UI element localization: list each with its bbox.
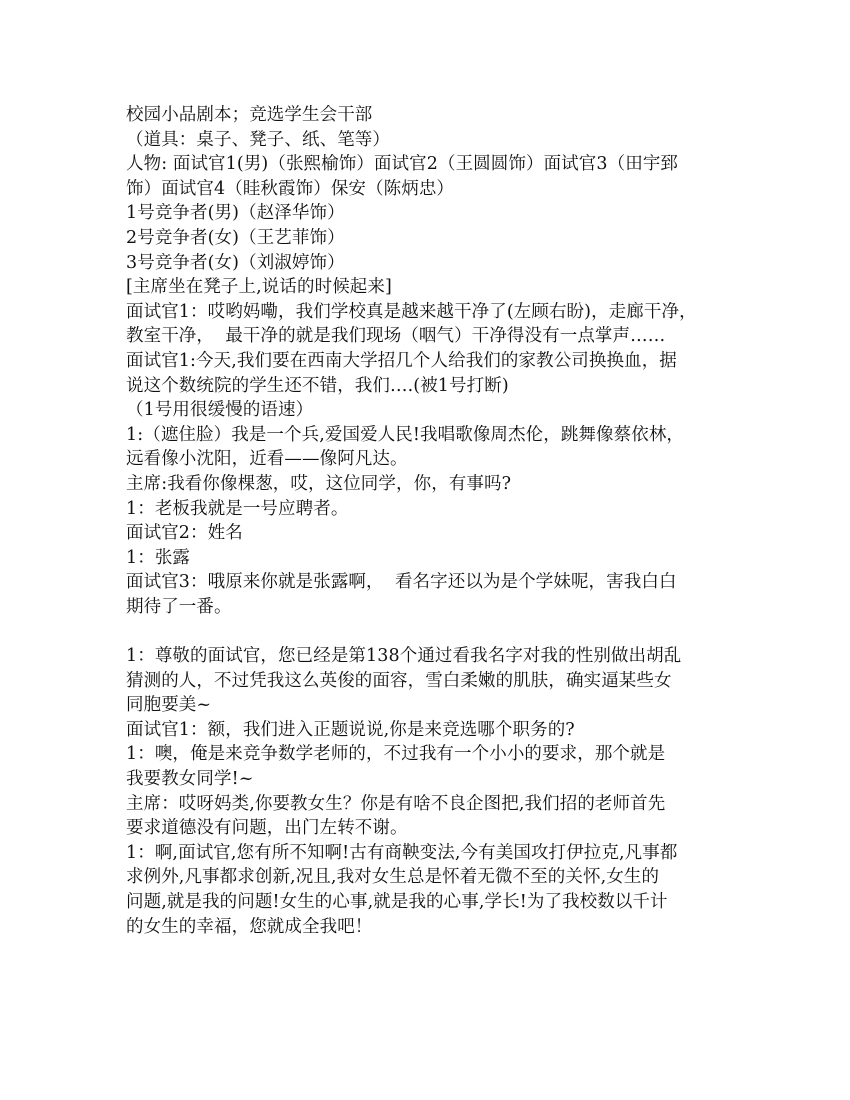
dialogue-line: 问题,就是我的问题!女生的心事,就是我的心事,学长!为了我校数以千计 — [126, 892, 668, 912]
dialogue-line: 同胞要美~ — [126, 695, 212, 716]
dialogue-line: 1:（遮住脸）我是一个兵,爱国爱人民!我唱歌像周杰伦，跳舞像蔡依林， — [126, 424, 685, 445]
dialogue-line: 1：啊,面试官,您有所不知啊!古有商鞅变法,今有美国攻打伊拉克,凡事都 — [126, 842, 678, 863]
dialogue-line: 要求道德没有问题，出门左转不谢。 — [126, 818, 408, 839]
dialogue-line: 远看像小沈阳，近看——像阿凡达。 — [126, 449, 408, 470]
dialogue-line: 1：尊敬的面试官，您已经是第138个通过看我名字对我的性别做出胡乱 — [126, 646, 682, 667]
dialogue-line: 1：噢，俺是来竞争数学老师的，不过我有一个小小的要求，那个就是 — [126, 744, 666, 765]
dialogue-line: 的女生的幸福，您就成全我吧！ — [126, 916, 373, 937]
dialogue-line: 求例外,凡事都求创新,况且,我对女生总是怀着无微不至的关怀,女生的 — [126, 867, 660, 888]
blank-line — [126, 619, 731, 644]
cast-line: 饰）面试官4（眭秋霞饰）保安（陈炳忠） — [126, 178, 455, 199]
contestant-line: 3号竞争者(女)（刘淑婷饰） — [126, 252, 345, 273]
dialogue-line: 说这个数统院的学生还不错，我们….(被1号打断) — [126, 375, 509, 396]
props-line: （道具：桌子、凳子、纸、笔等） — [126, 129, 390, 150]
stage-direction: （1号用很缓慢的语速） — [126, 400, 314, 421]
dialogue-line: 猜测的人，不过凭我这么英俊的面容，雪白柔嫩的肌肤，确实逼某些女 — [126, 670, 672, 691]
stage-direction: [主席坐在凳子上,说话的时候起来] — [126, 277, 392, 298]
title-line: 校园小品剧本；竞选学生会干部 — [126, 105, 373, 125]
dialogue-line: 面试官3：哦原来你就是张露啊， 看名字还以为是个学妹呢，害我白白 — [126, 572, 677, 593]
dialogue-line: 面试官1：额，我们进入正题说说,你是来竞选哪个职务的? — [126, 719, 575, 740]
dialogue-line: 主席:我看你像棵葱，哎，这位同学，你，有事吗? — [126, 473, 512, 494]
dialogue-line: 期待了一番。 — [126, 596, 232, 617]
dialogue-line: 主席：哎呀妈类,你要教女生？你是有啥不良企图把,我们招的老师首先 — [126, 793, 666, 814]
dialogue-line: 面试官2：姓名 — [126, 523, 243, 544]
dialogue-line: 教室干净， 最干净的就是我们现场（咽气）干净得没有一点掌声…… — [126, 326, 666, 347]
dialogue-line: 我要教女同学!~ — [126, 769, 254, 790]
script-text — [126, 103, 731, 939]
dialogue-line: 1：张露 — [126, 547, 191, 568]
dialogue-line: 1：老板我就是一号应聘者。 — [126, 498, 349, 519]
dialogue-line: 面试官1:今天,我们要在西南大学招几个人给我们的家教公司换换血，据 — [126, 350, 677, 371]
cast-line: 人物: 面试官1(男)（张熙榆饰）面试官2（王圆圆饰）面试官3（田宇郅 — [126, 154, 679, 175]
dialogue-line: 面试官1：哎哟妈嘞，我们学校真是越来越干净了(左顾右盼)，走廊干净， — [126, 301, 697, 322]
contestant-line: 2号竞争者(女)（王艺菲饰） — [126, 227, 345, 248]
contestant-line: 1号竞争者(男)（赵泽华饰） — [126, 203, 345, 224]
